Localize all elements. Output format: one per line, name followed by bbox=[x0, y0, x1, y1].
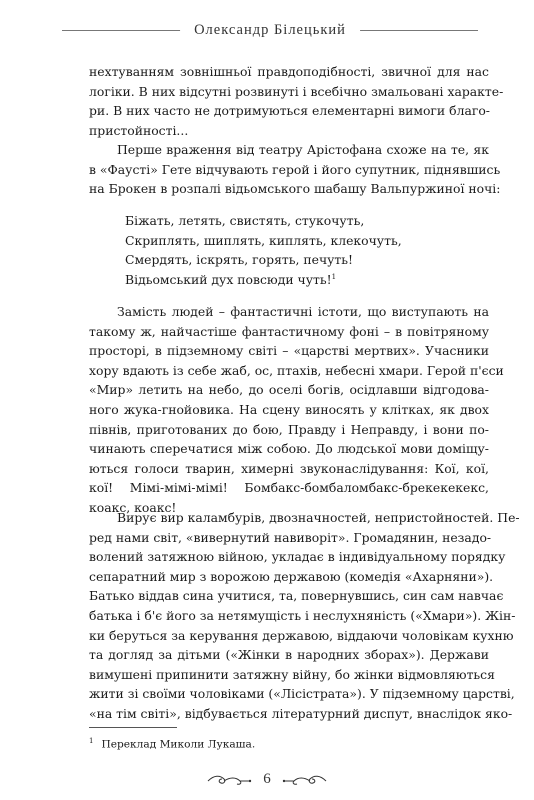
text-line: «на тім світі», відбувається літературний диспут, внаслідок яко- bbox=[89, 705, 513, 721]
text-line: хору вдають із себе жаб, ос, птахів, небесні хмари. Герой п'єси bbox=[89, 362, 504, 378]
paragraph-1 bbox=[89, 62, 504, 140]
text-line: нехтуванням зовнішньої правдоподібності, звичної для нас bbox=[89, 64, 489, 79]
text-line: просторі, в підземному світі – «царстві мертвих». Учасники bbox=[89, 343, 489, 359]
text-line: ються голоси тварин, химерні звуконаслідування: Кої, кої, bbox=[89, 460, 489, 476]
text-line: «Мир» летить на небо, до оселі богів, осідлавши відгодова- bbox=[89, 382, 489, 398]
text-line: півнів, приготованих до бою, Правду і Неправду, і вони по- bbox=[89, 421, 489, 437]
text-line: ного жука-гнойовика. На сцену виносять у клітках, як двох bbox=[89, 401, 489, 417]
text-line: чинають сперечатися між собою. До людської мови доміщу- bbox=[89, 441, 489, 457]
text-line: Замість людей – фантастичні істоти, що виступають на bbox=[117, 304, 489, 319]
running-header bbox=[62, 22, 478, 52]
ornament-left-icon bbox=[206, 773, 252, 789]
header-author: Олександр Білецький bbox=[180, 22, 360, 39]
text-line: ки беруться за керування державою, віддаючи чоловікам кухню bbox=[89, 627, 514, 643]
text-line: в «Фаусті» Гете відчувають герой і його супутник, піднявшись bbox=[89, 161, 501, 177]
text-line: такому ж, найчастіше фантастичному фоні – в повітряному bbox=[89, 323, 489, 339]
text-line: логіки. В них відсутні розвинуті і всебічно змальовані характе- bbox=[89, 83, 504, 99]
paragraph-4 bbox=[89, 508, 520, 724]
text-line: та догляд за дітьми («Жінки в народних зборах»). Держави bbox=[89, 647, 489, 663]
poem-quote bbox=[125, 211, 402, 289]
text-line: пристойності... bbox=[89, 122, 189, 138]
text-line: на Брокен в розпалі відьомського шабашу Вальпуржиної ночі: bbox=[89, 181, 501, 197]
text-line: вимушені припинити затяжну війну, бо жінки відмовляються bbox=[89, 666, 495, 682]
poem-line-text: Відьомський дух повсюди чуть! bbox=[125, 271, 332, 287]
footnote-mark: 1 bbox=[89, 737, 94, 745]
poem-line: Скриплять, шиплять, киплять, клекочуть, bbox=[125, 232, 402, 248]
ornament-right-icon bbox=[282, 773, 328, 789]
footnote-reference: 1 bbox=[331, 272, 337, 281]
page-footer bbox=[0, 770, 534, 790]
poem-line bbox=[125, 270, 402, 290]
text-line: кої! Мімі-мімі-мімі! Бомбакс-бомбаломбакс-брекекекекс, bbox=[89, 480, 489, 496]
text-line: Перше враження від театру Арістофана схоже на те, як bbox=[117, 142, 489, 157]
text-line: жити зі своїми чоловіками («Лісістрата»). У підземному царстві, bbox=[89, 686, 515, 702]
page-number: 6 bbox=[263, 771, 271, 787]
footnote-text: Переклад Миколи Лукаша. bbox=[101, 738, 256, 751]
text-line: батька і б'є його за нетямущість і неслухняність («Хмари»). Жін- bbox=[89, 607, 516, 623]
text-line: волений затяжною війною, укладає в індивідуальному порядку bbox=[89, 549, 506, 565]
text-line: Вирує вир каламбурів, двозначностей, непристойностей. Пе- bbox=[117, 510, 520, 525]
text-line: ред нами світ, «вивернутий навиворіт». Громадянин, незадо- bbox=[89, 529, 492, 545]
poem-line: Смердять, іскрять, горять, печуть! bbox=[125, 252, 354, 268]
paragraph-2 bbox=[89, 140, 501, 199]
footnote bbox=[89, 737, 255, 751]
text-line: сепаратний мир з ворожою державою (комедія «Ахарняни»). bbox=[89, 568, 494, 584]
text-line: ри. В них часто не дотримуються елементарні вимоги благо- bbox=[89, 103, 490, 119]
poem-line: Біжать, летять, свистять, стукочуть, bbox=[125, 213, 365, 228]
footnote-rule bbox=[89, 727, 177, 728]
text-line: Батько віддав сина учитися, та, повернувшись, син сам навчає bbox=[89, 588, 504, 604]
text-line: коакс, коакс! bbox=[89, 499, 177, 515]
